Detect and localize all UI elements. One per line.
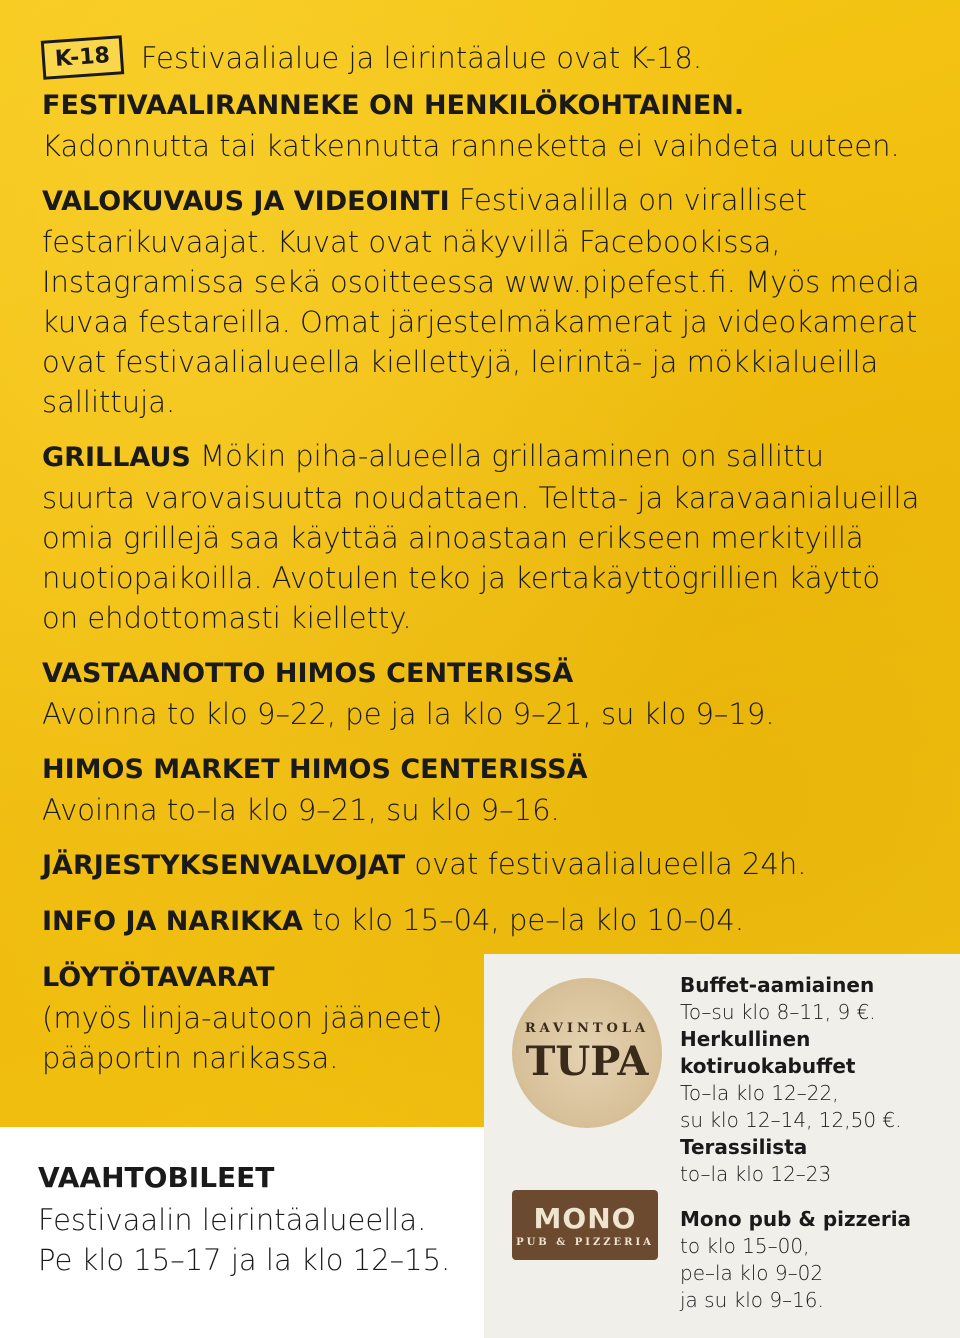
mono-line: to klo 15–00, bbox=[680, 1234, 810, 1258]
security-heading: JÄRJESTYKSENVALVOJAT bbox=[42, 850, 406, 881]
info-content bbox=[42, 38, 922, 1092]
lost-found-heading: LÖYTÖTAVARAT bbox=[42, 962, 275, 993]
age-limit-text: Festivaalialue ja leirintäalue ovat K-18. bbox=[140, 41, 703, 75]
tupa-item-heading: Herkullinen bbox=[680, 1027, 811, 1051]
mono-logo-small: PUB & PIZZERIA bbox=[516, 1237, 654, 1248]
grilling-section bbox=[42, 436, 922, 638]
cloakroom-section bbox=[42, 900, 922, 942]
wristband-section bbox=[42, 84, 922, 166]
mono-line: ja su klo 9–16. bbox=[680, 1288, 824, 1312]
foam-party-times: Pe klo 15–17 ja la klo 12–15. bbox=[38, 1243, 451, 1277]
reception-text: Avoinna to klo 9–22, pe ja la klo 9–21, su klo 9–19. bbox=[42, 697, 775, 731]
market-text: Avoinna to–la klo 9–21, su klo 9–16. bbox=[42, 793, 560, 827]
mono-heading: Mono pub & pizzeria bbox=[680, 1207, 912, 1231]
k18-badge: K-18 bbox=[41, 35, 124, 80]
cloakroom-heading: INFO JA NARIKKA bbox=[42, 906, 303, 937]
tupa-item-line: To–su klo 8–11, 9 €. bbox=[680, 1000, 876, 1024]
reception-section bbox=[42, 652, 922, 734]
wristband-text: Kadonnutta tai katkennutta ranneketta ei vaihdeta uuteen. bbox=[42, 129, 900, 163]
photography-text: Festivaalilla on viralliset festarikuvaajat. Kuvat ovat näkyvillä Facebookissa, Instagramissa sekä osoitteessa www.pipefest.fi. Myös media kuvaa festareilla. Omat järjestelmäkamerat ja videokamerat ovat festivaalialueella kiellettyjä, leirintä- ja mökkialueilla sallittuja. bbox=[42, 183, 920, 419]
mono-logo bbox=[512, 1190, 658, 1260]
lost-found-line1: (myös linja-autoon jääneet) bbox=[42, 1001, 443, 1035]
tupa-item-line: su klo 12–14, 12,50 €. bbox=[680, 1108, 902, 1132]
grilling-text: Mökin piha-alueella grillaaminen on sallittu suurta varovaisuutta noudattaen. Teltta- ja karavaanialueilla omia grillejä saa käyttää ainoastaan erikseen merkityillä nuotiopaikoilla. Avotulen teko ja kertakäyttögrillien käyttö on ehdottomasti kielletty. bbox=[42, 439, 920, 635]
restaurants-box bbox=[484, 954, 960, 1338]
security-section bbox=[42, 844, 922, 886]
tupa-logo-small: RAVINTOLA bbox=[524, 1021, 650, 1036]
cloakroom-text: to klo 15–04, pe–la klo 10–04. bbox=[302, 903, 745, 937]
spacer bbox=[680, 1188, 950, 1206]
grilling-heading: GRILLAUS bbox=[42, 442, 191, 473]
tupa-logo-big: TUPA bbox=[525, 1038, 649, 1085]
tupa-logo bbox=[512, 978, 662, 1128]
tupa-item-heading: Buffet-aamiainen bbox=[680, 973, 875, 997]
foam-party-title: VAAHTOBILEET bbox=[38, 1161, 275, 1194]
tupa-item-heading: kotiruokabuffet bbox=[680, 1054, 856, 1078]
foam-party-box bbox=[0, 1127, 484, 1338]
mono-logo-big: MONO bbox=[533, 1202, 637, 1235]
photography-heading: VALOKUVAUS JA VIDEOINTI bbox=[42, 186, 450, 217]
reception-heading: VASTAANOTTO HIMOS CENTERISSÄ bbox=[42, 658, 574, 689]
tupa-item-heading: Terassilista bbox=[680, 1135, 808, 1159]
security-text: ovat festivaalialueella 24h. bbox=[405, 847, 807, 881]
tupa-item-line: To–la klo 12–22, bbox=[680, 1081, 839, 1105]
mono-line: pe–la klo 9–02 bbox=[680, 1261, 824, 1285]
restaurant-info bbox=[680, 972, 950, 1314]
lost-found-line2: pääportin narikassa. bbox=[42, 1041, 339, 1075]
market-section bbox=[42, 748, 922, 830]
foam-party-location: Festivaalin leirintäalueella. bbox=[38, 1203, 427, 1237]
market-heading: HIMOS MARKET HIMOS CENTERISSÄ bbox=[42, 754, 588, 785]
photography-section bbox=[42, 180, 922, 422]
wristband-heading: FESTIVAALIRANNEKE ON HENKILÖKOHTAINEN. bbox=[42, 90, 745, 121]
tupa-item-line: to–la klo 12–23 bbox=[680, 1162, 832, 1186]
age-limit-row bbox=[42, 38, 922, 78]
